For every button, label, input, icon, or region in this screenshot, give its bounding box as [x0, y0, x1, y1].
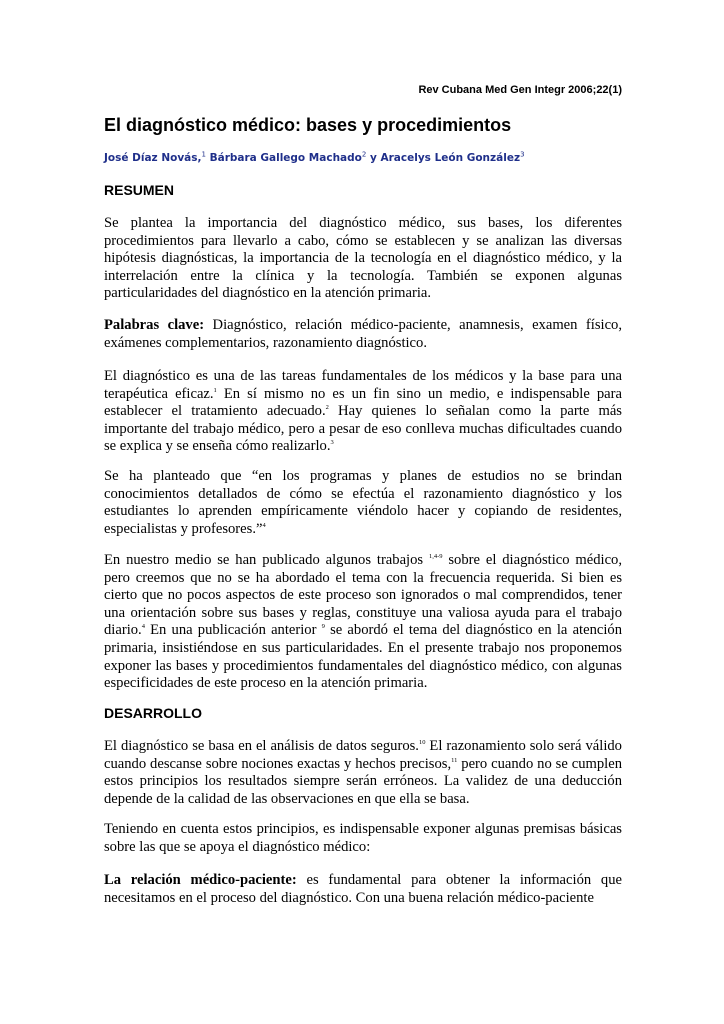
- intro-p1-text-2: En sí mismo no es un fin sino un medio, e indispensable para establecer el tratamiento adecuado.: [104, 385, 622, 420]
- relacion-text: es fundamental para obtener la información que necesitamos en el proceso del diagnóstico. Con una buena relación médico-paciente: [104, 872, 622, 906]
- author-3-affiliation: 3: [520, 150, 525, 159]
- citation: 10: [418, 739, 426, 747]
- desarrollo-p1-text-3: pero cuando no se cumplen estos principios los resultados siempre serán erróneos. La validez de una deducción depende de la calidad de las observaciones en que ella se basa.: [104, 755, 623, 807]
- author-2-affiliation: 2: [361, 150, 367, 159]
- intro-p1-text-1: El diagnóstico es una de las tareas fundamentales de los médicos y la base para una terapéutica eficaz.: [104, 368, 622, 402]
- intro-p3-text-1: En nuestro medio se han publicado algunos trabajos: [104, 552, 429, 568]
- citation: 1: [213, 386, 217, 394]
- desarrollo-paragraph-3: [104, 872, 622, 907]
- resumen-text: Se plantea la importancia del diagnóstico médico, sus bases, los diferentes procedimientos para llevarlo a cabo, cómo se establecen y se analizan las diversas hipótesis diagnósticas, la importancia de la tecnología en el diagnóstico médico, y la interrelación entre la clínica y la tecnología. También se exponen algunas particularidades del diagnóstico en la atención primaria.: [104, 215, 622, 302]
- desarrollo-p1-text-2: El razonamiento solo será válido cuando descanse sobre nociones exactas y hechos precisos,: [104, 738, 622, 772]
- author-1-affiliation: 1: [201, 150, 206, 159]
- intro-paragraph-3: [104, 552, 622, 693]
- citation: 3: [330, 439, 334, 447]
- desarrollo-paragraph-1: [104, 738, 622, 808]
- resumen-heading: RESUMEN: [104, 182, 175, 198]
- desarrollo-paragraph-2: Teniendo en cuenta estos principios, es indispensable exponer algunas premisas básicas sobre las que se apoya el diagnóstico médico:: [104, 821, 622, 855]
- intro-paragraph-1: [104, 368, 622, 456]
- citation: 11: [451, 756, 458, 764]
- desarrollo-heading: DESARROLLO: [104, 705, 202, 721]
- keywords-text: Diagnóstico, relación médico-paciente, anamnesis, examen físico, exámenes complementarios, razonamiento diagnóstico.: [104, 317, 622, 351]
- citation: 2: [325, 404, 329, 412]
- article-title: El diagnóstico médico: bases y procedimientos: [104, 115, 512, 135]
- intro-p3-text-3: En una publicación anterior: [144, 622, 322, 639]
- keywords-paragraph: [104, 317, 622, 352]
- citation: 4: [262, 521, 266, 529]
- intro-paragraph-2: [104, 468, 622, 538]
- author-2: Bárbara Gallego Machado: [209, 152, 362, 164]
- intro-p2-text-1: Se ha planteado que “en los programas y planes de estudios no se brindan conocimientos detallados de cómo se efectúa el razonamiento diagnóstico y los estudiantes lo aprenden empíricamente viéndolo hacer y copiando de residentes, especialistas y profesores.”: [104, 468, 622, 537]
- author-1: José Díaz Novás,: [104, 152, 202, 164]
- keywords-label: Palabras clave:: [104, 317, 205, 333]
- citation: 1,4-9: [428, 553, 443, 561]
- intro-p3-text-2: sobre el diagnóstico médico, pero creemos que no se ha abordado el tema con la frecuencia requerida. Si bien es cierto que no pocos aspectos de este proceso son ignorados o mal comprendidos, tener una orientación sobre sus bases y reglas, constituye una valiosa ayuda para el trabajo diario.: [104, 552, 622, 639]
- citation: 9: [321, 623, 325, 631]
- citation: 4: [141, 623, 145, 631]
- author-list: [104, 152, 525, 164]
- intro-p3-text-4: se abordó el tema del diagnóstico en la atención primaria, insistiéndose en sus particularidades. En el presente trabajo nos proponemos exponer las bases y procedimientos fundamentales del diagnóstico médico, con algunas especificidades de este proceso en la atención primaria.: [104, 622, 623, 692]
- desarrollo-p1-text-1: El diagnóstico se basa en el análisis de datos seguros.: [104, 738, 419, 754]
- journal-reference: Rev Cubana Med Gen Integr 2006;22(1): [418, 84, 622, 96]
- intro-p1-text-3: Hay quienes lo señalan como la parte más importante del trabajo médico, pero a pesar de eso conlleva muchas dificultades cuando se explica y se enseña cómo realizarlo.: [104, 403, 622, 455]
- author-3: y Aracelys León González: [369, 152, 521, 164]
- relacion-label: La relación médico-paciente:: [104, 872, 297, 888]
